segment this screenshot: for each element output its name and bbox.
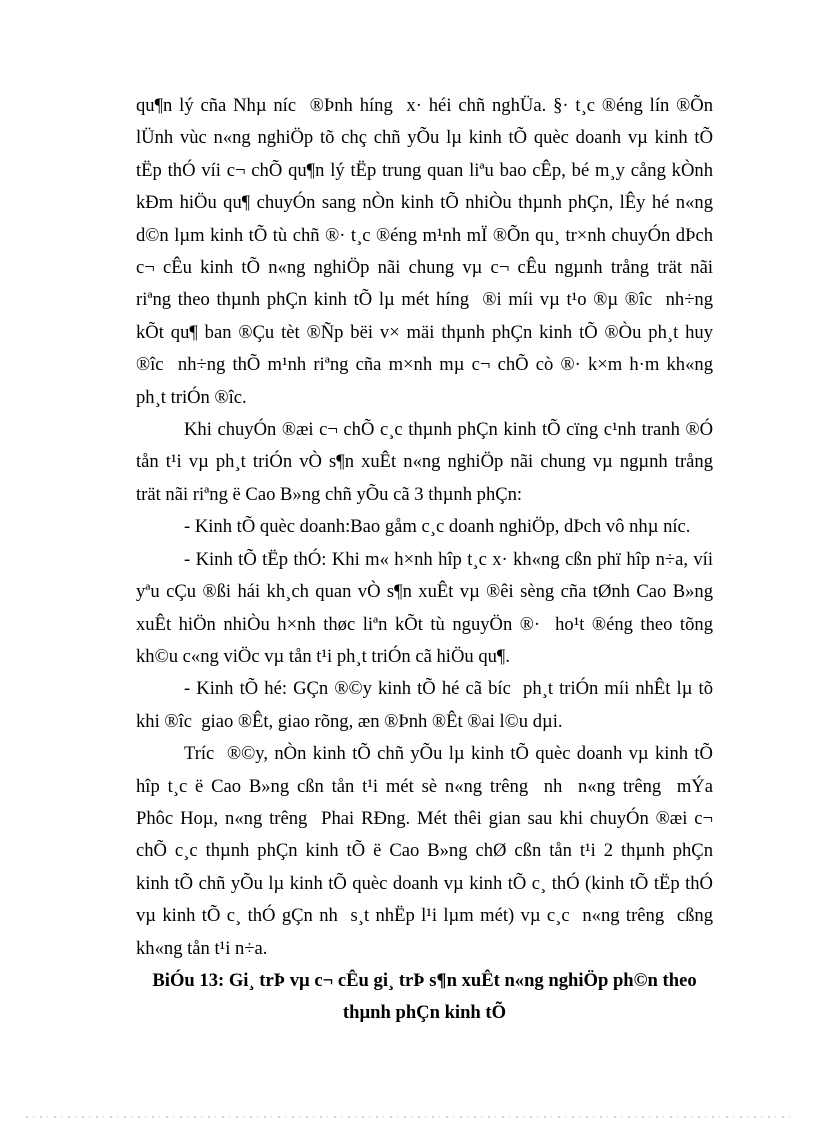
text-line: yªu cÇu ®ßi hái kh¸ch quan vÒ s¶n xuÊt vµ ®êi sèng cña tØnh Cao B»ng: [136, 581, 713, 603]
table-caption-bieu-13: [136, 965, 713, 1030]
list-item-state-economy: [136, 511, 713, 543]
text-line: - Kinh tÕ hé: GÇn ®©y kinh tÕ hé cã bíc ph¸t triÓn míi nhÊt lµ tõ: [184, 678, 713, 700]
text-line: - Kinh tÕ tËp thÓ: Khi m« h×nh hîp t¸c x· kh«ng cßn phï hîp n÷a, víi: [184, 548, 713, 570]
text-line: hîp t¸c ë Cao B»ng cßn tån t¹i mét sè n«ng trêng nh n«ng trêng mÝa: [136, 775, 713, 797]
text-line: tËp thÓ víi c¬ chÕ qu¶n lý tËp trung quan liªu bao cÊp, bé m¸y cång kÒnh: [136, 159, 713, 181]
text-line: khi ®îc giao ®Êt, giao rõng, æn ®Þnh ®Êt ®ai l©u dµi.: [136, 710, 563, 732]
text-line: c¬ cÊu kinh tÕ n«ng nghiÖp nãi chung vµ c¬ cÊu ngµnh trång trät nãi: [136, 257, 713, 279]
text-line: kÐm hiÖu qu¶ chuyÓn sang nÒn kinh tÕ nhiÒu thµnh phÇn, lÊy hé n«ng: [136, 192, 713, 214]
paragraph-3: [136, 738, 713, 965]
text-line: ®îc nh÷ng thÕ m¹nh riªng cña m×nh mµ c¬ chÕ cò ®· k×m h·m kh«ng: [136, 354, 713, 376]
paragraph-1: [136, 90, 713, 414]
text-line: trät nãi riªng ë Cao B»ng chñ yÕu cã 3 thµnh phÇn:: [136, 483, 523, 505]
text-line: d©n lµm kinh tÕ tù chñ ®· t¸c ®éng m¹nh mÏ ®Õn qu¸ tr×nh chuyÓn dÞch: [136, 224, 713, 246]
text-line: Phôc Hoµ, n«ng trêng Phai RÐng. Mét thêi gian sau khi chuyÓn ®æi c¬: [136, 807, 713, 829]
text-line: qu¶n lý cña Nhµ níc ®Þnh híng x· héi chñ nghÜa. §· t¸c ®éng lín ®Õn: [136, 95, 713, 116]
text-line: ph¸t triÓn ®îc.: [136, 386, 247, 408]
text-line: riªng theo thµnh phÇn kinh tÕ lµ mét híng ®i míi vµ t¹o ®µ ®îc nh÷ng: [136, 289, 713, 311]
text-line: kh«ng tån t¹i n÷a.: [136, 937, 268, 959]
text-line: kÕt qu¶ ban ®Çu tèt ®Ñp bëi v× mäi thµnh phÇn kinh tÕ ®Òu ph¸t huy: [136, 321, 713, 343]
text-line: lÜnh vùc n«ng nghiÖp tõ chç chñ yÕu lµ kinh tÕ quèc doanh vµ kinh tÕ: [136, 127, 713, 149]
text-line: - Kinh tÕ quèc doanh:Bao gåm c¸c doanh nghiÖp, dÞch vô nhµ níc.: [184, 516, 691, 538]
text-line: Khi chuyÓn ®æi c¬ chÕ c¸c thµnh phÇn kinh tÕ cïng c¹nh tranh ®Ó: [184, 419, 713, 441]
text-line: chÕ c¸c thµnh phÇn kinh tÕ ë Cao B»ng chØ cßn tån t¹i 2 thµnh phÇn: [136, 840, 713, 862]
text-line: BiÓu 13: Gi¸ trÞ vµ c¬ cÊu gi¸ trÞ s¶n xuÊt n«ng nghiÖp ph©n theo: [152, 969, 697, 991]
list-item-household-economy: [136, 673, 713, 738]
text-line: kinh tÕ chñ yÕu lµ kinh tÕ quèc doanh vµ kinh tÕ c¸ thÓ (kinh tÕ tËp thÓ: [136, 872, 713, 894]
text-line: xuÊt hiÖn nhiÒu h×nh thøc liªn kÕt tù nguyÖn ®· ho¹t ®éng theo tõng: [136, 613, 713, 635]
text-line: kh©u c«ng viÖc vµ tån t¹i ph¸t triÓn cã hiÖu qu¶.: [136, 645, 510, 667]
text-line: thµnh phÇn kinh tÕ: [342, 1002, 507, 1024]
paragraph-2: [136, 414, 713, 511]
text-line: vµ kinh tÕ c¸ thÓ gÇn nh s¸t nhËp l¹i lµm mét) vµ c¸c n«ng trêng cßng: [136, 905, 713, 927]
text-line: Tríc ®©y, nÒn kinh tÕ chñ yÕu lµ kinh tÕ quèc doanh vµ kinh tÕ: [184, 743, 713, 765]
page-edge-dotted-line: [26, 1116, 794, 1118]
list-item-collective-economy: [136, 544, 713, 674]
text-block: [136, 90, 713, 1030]
text-line: tån t¹i vµ ph¸t triÓn vÒ s¶n xuÊt n«ng nghiÖp nãi chung vµ ngµnh trång: [136, 451, 713, 473]
